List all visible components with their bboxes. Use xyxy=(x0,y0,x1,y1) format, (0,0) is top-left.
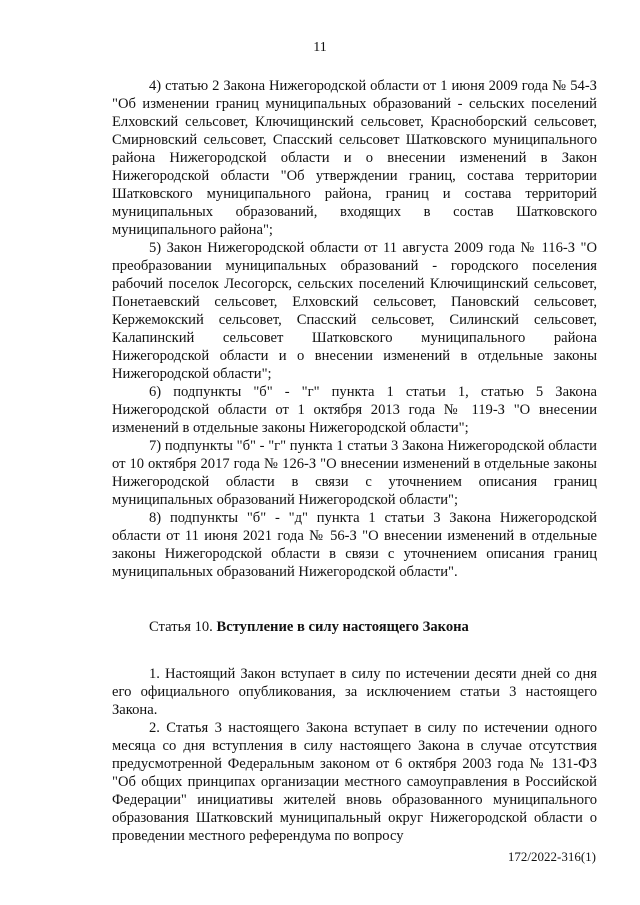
paragraph-item-4: 4) статью 2 Закона Нижегородской области от 1 июня 2009 года № 54-З "Об изменении границ муниципальных образований - сельских поселений Елховский сельсовет, Ключищинский сельсовет, Красноборский сельсовет, Смирновский сельсовет, Спасский сельсовет Шатковского муниципального района Нижегородской области и о внесении изменений в Закон Нижегородской области "Об утверждении границ, состава территории Шатковского муниципального района, границ и состава территорий муниципальных образований, входящих в состав Шатковского муниципального района"; xyxy=(112,78,597,238)
page-number: 11 xyxy=(313,40,327,55)
paragraph-part-1: 1. Настоящий Закон вступает в силу по истечении десяти дней со дня его официального опубликования, за исключением статьи 3 настоящего Закона. xyxy=(112,666,597,718)
document-code: 172/2022-316(1) xyxy=(507,849,596,864)
paragraph-item-7: 7) подпункты "б" - "г" пункта 1 статьи 3 Закона Нижегородской области от 10 октября 2017 года № 126-З "О внесении изменений в отдельные законы Нижегородской области в связи с уточнением описания границ муниципальных образований Нижегородской области"; xyxy=(112,438,597,508)
paragraph-item-6: 6) подпункты "б" - "г" пункта 1 статьи 1, статью 5 Закона Нижегородской области от 1 октября 2013 года № 119-З "О внесении изменений в отдельные законы Нижегородской области"; xyxy=(112,384,597,436)
paragraph-item-5: 5) Закон Нижегородской области от 11 августа 2009 года № 116-З "О преобразовании муниципальных образований - городского поселения рабочий поселок Лесогорск, сельских поселений Ключищинский сельсовет, Понетаевский сельсовет, Елховский сельсовет, Пановский сельсовет, Кержемокский сельсовет, Спасский сельсовет, Силинский сельсовет, Калапинский сельсовет Шатковского муниципального района Нижегородской области и о внесении изменений в отдельные законы Нижегородской области"; xyxy=(112,240,597,382)
article-title: Вступление в силу настоящего Закона xyxy=(216,619,469,635)
document-body xyxy=(112,77,597,845)
article-number: Статья 10. xyxy=(149,619,217,635)
paragraph-part-2: 2. Статья 3 настоящего Закона вступает в силу по истечении одного месяца со дня вступления в силу настоящего Закона в случае отсутствия предусмотренной Федеральным законом от 6 октября 2003 года № 131-ФЗ "Об общих принципах организации местного самоуправления в Российской Федерации" инициативы жителей вновь образованного муниципального образования Шатковский муниципальный округ Нижегородской области о проведении местного референдума по вопросу xyxy=(112,720,597,844)
article-heading xyxy=(112,618,597,636)
paragraph-item-8: 8) подпункты "б" - "д" пункта 1 статьи 3 Закона Нижегородской области от 11 июня 2021 года № 56-З "О внесении изменений в отдельные законы Нижегородской области в связи с уточнением описания границ муниципальных образований Нижегородской области". xyxy=(112,510,597,580)
